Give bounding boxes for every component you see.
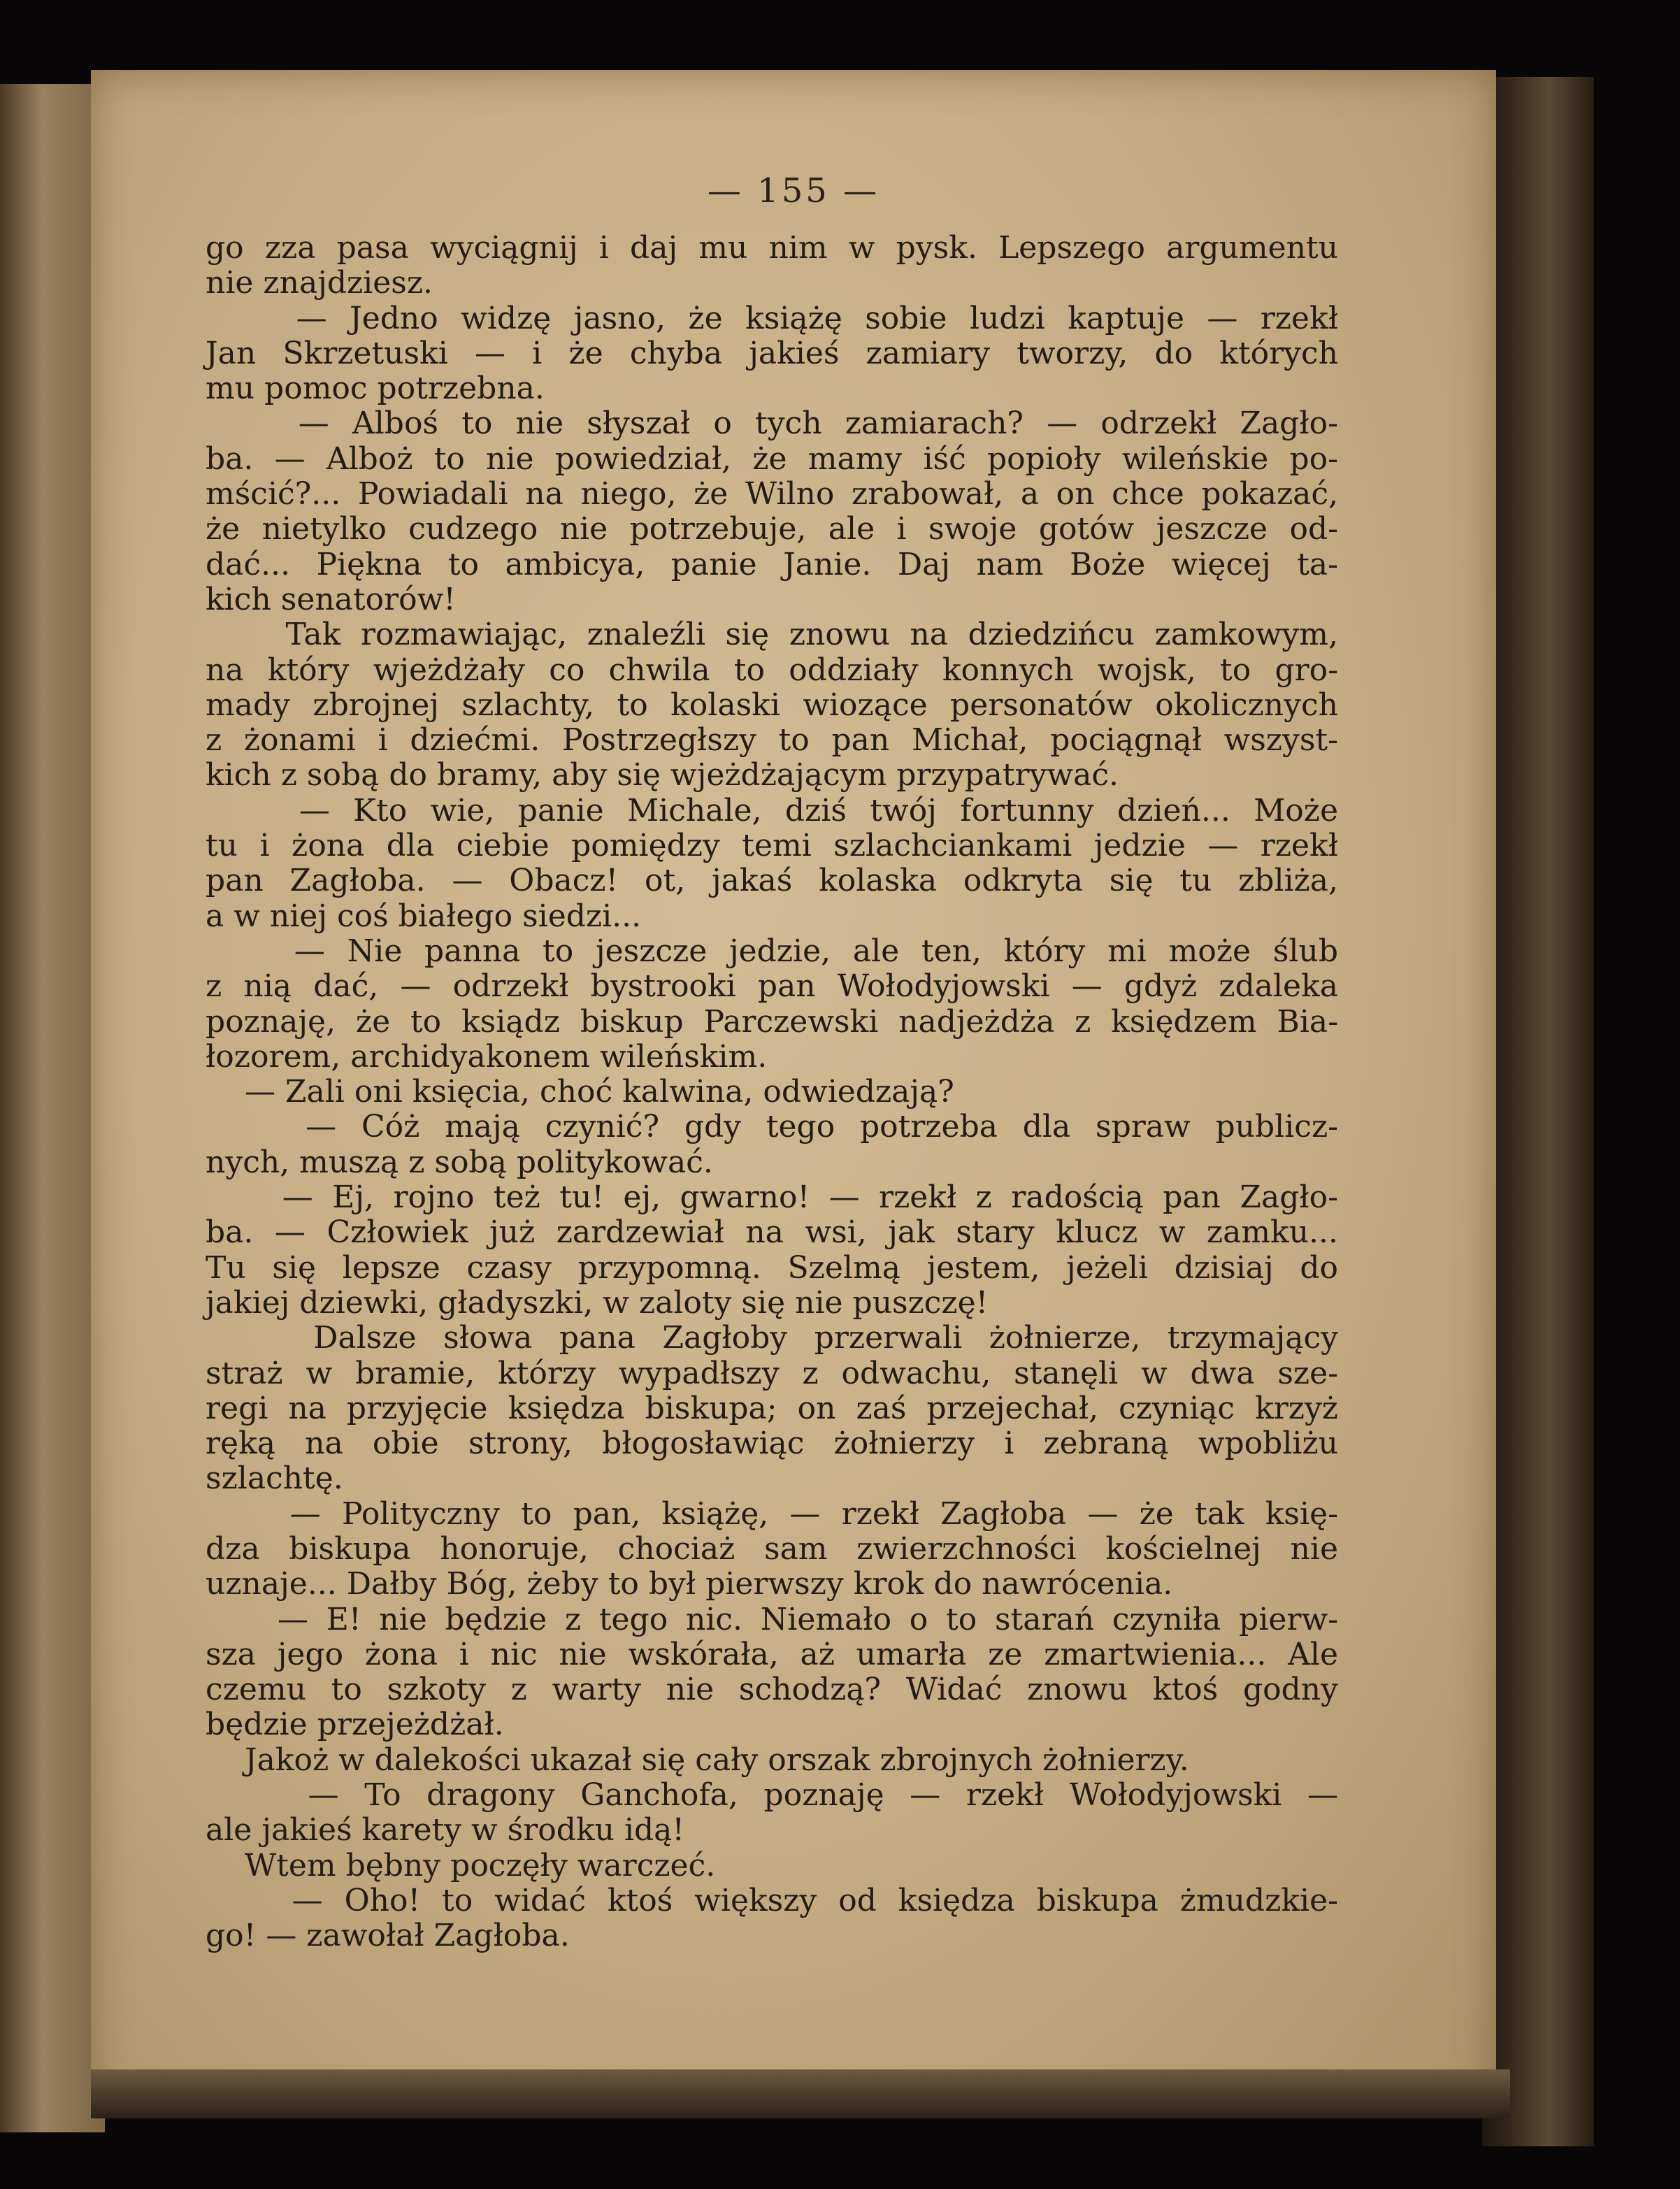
text-line: — Oho! to widać ktoś większy od księdza biskupa żmudzkie- <box>206 1882 1338 1918</box>
text-line: czemu to szkoty z warty nie schodzą? Widać znowu ktoś godny <box>206 1672 1338 1708</box>
page-bottom-edge <box>91 2069 1510 2118</box>
text-line: nych, muszą z sobą politykować. <box>206 1144 713 1180</box>
text-line: będzie przejeżdżał. <box>206 1707 504 1743</box>
body-text <box>206 231 1338 1954</box>
text-line: ba. — Alboż to nie powiedział, że mamy iść popioły wileńskie po- <box>206 440 1338 477</box>
text-line: Dalsze słowa pana Zagłoby przerwali żołnierze, trzymający <box>206 1320 1338 1356</box>
text-line: — Ej, rojno też tu! ej, gwarno! — rzekł z radością pan Zagło- <box>206 1179 1338 1216</box>
text-line: — E! nie będzie z tego nic. Niemało o to starań czyniła pierw- <box>206 1601 1338 1637</box>
left-page-edge <box>0 84 105 2132</box>
text-line: Jan Skrzetuski — i że chyba jakieś zamiary tworzy, do których <box>206 335 1338 371</box>
text-line: mścić?... Powiadali na niego, że Wilno zrabował, a on chce pokazać, <box>206 476 1338 512</box>
text-line: a w niej coś białego siedzi... <box>206 898 642 934</box>
text-line: że nietylko cudzego nie potrzebuje, ale i swoje gotów jeszcze od- <box>206 511 1338 547</box>
text-line: go! — zawołał Zagłoba. <box>206 1918 570 1954</box>
book-cover-edge <box>1482 77 1594 2146</box>
text-line: — Jedno widzę jasno, że książę sobie ludzi kaptuje — rzekł <box>206 300 1338 336</box>
text-line: z nią dać, — odrzekł bystrooki pan Wołodyjowski — gdyż zdaleka <box>206 968 1338 1005</box>
text-line: — Kto wie, panie Michale, dziś twój fortunny dzień... Może <box>206 792 1338 828</box>
text-line: — To dragony Ganchofa, poznaję — rzekł Wołodyjowski — <box>206 1777 1338 1814</box>
text-line: sza jego żona i nic nie wskórała, aż umarła ze zmartwienia... Ale <box>206 1636 1338 1672</box>
text-line: — Alboś to nie słyszał o tych zamiarach? — odrzekł Zagło- <box>206 405 1338 442</box>
text-line: go zza pasa wyciągnij i daj mu nim w pysk. Lepszego argumentu <box>206 230 1338 266</box>
page-number: — 155 — <box>707 171 880 210</box>
text-line: Tak rozmawiając, znaleźli się znowu na dziedzińcu zamkowym, <box>206 617 1338 653</box>
text-line: regi na przyjęcie księdza biskupa; on zaś przejechał, czyniąc krzyż <box>206 1390 1338 1426</box>
text-line: łozorem, archidyakonem wileńskim. <box>206 1038 768 1075</box>
text-line: Wtem bębny poczęły warczeć. <box>206 1847 716 1883</box>
text-line: ale jakieś karety w środku idą! <box>206 1812 685 1849</box>
text-line: uznaje... Dałby Bóg, żeby to był pierwszy krok do nawrócenia. <box>206 1566 1173 1602</box>
text-line: ręką na obie strony, błogosławiąc żołnierzy i zebraną wpobliżu <box>206 1426 1338 1462</box>
text-line: poznaję, że to ksiądz biskup Parczewski nadjeżdża z księdzem Bia- <box>206 1003 1338 1040</box>
text-line: straż w bramie, którzy wypadłszy z odwachu, stanęli w dwa sze- <box>206 1355 1338 1391</box>
text-line: — Zali oni księcia, choć kalwina, odwiedzają? <box>206 1074 954 1110</box>
text-line: pan Zagłoba. — Obacz! ot, jakaś kolaska odkryta się tu zbliża, <box>206 863 1338 899</box>
text-line: mu pomoc potrzebna. <box>206 371 545 407</box>
text-line: kich z sobą do bramy, aby się wjeżdżającym przypatrywać. <box>206 757 1119 794</box>
text-line: mady zbrojnej szlachty, to kolaski wiozące personatów okolicznych <box>206 687 1338 723</box>
text-line: nie znajdziesz. <box>206 265 433 301</box>
text-line: z żonami i dziećmi. Postrzegłszy to pan Michał, pociągnął wszyst- <box>206 722 1338 759</box>
text-line: Tu się lepsze czasy przypomną. Szelmą jestem, jeżeli dzisiaj do <box>206 1249 1338 1286</box>
text-line: Jakoż w dalekości ukazał się cały orszak zbrojnych żołnierzy. <box>206 1742 1189 1778</box>
text-line: jakiej dziewki, gładyszki, w zaloty się nie puszczę! <box>206 1284 989 1321</box>
text-line: tu i żona dla ciebie pomiędzy temi szlachciankami jedzie — rzekł <box>206 828 1338 864</box>
text-line: na który wjeżdżały co chwila to oddziały konnych wojsk, to gro- <box>206 652 1338 688</box>
text-line: szlachtę. <box>206 1460 343 1497</box>
text-line: dza biskupa honoruje, chociaż sam zwierzchności kościelnej nie <box>206 1530 1338 1567</box>
text-line: dać... Piękna to ambicya, panie Janie. Daj nam Boże więcej ta- <box>206 546 1338 582</box>
text-line: — Nie panna to jeszcze jedzie, ale ten, który mi może ślub <box>206 933 1338 969</box>
text-line: ba. — Człowiek już zardzewiał na wsi, jak stary klucz w zamku... <box>206 1214 1338 1251</box>
text-line: kich senatorów! <box>206 581 456 617</box>
text-line: — Polityczny to pan, książę, — rzekł Zagłoba — że tak księ- <box>206 1495 1338 1532</box>
text-line: — Cóż mają czynić? gdy tego potrzeba dla spraw publicz- <box>206 1109 1338 1145</box>
